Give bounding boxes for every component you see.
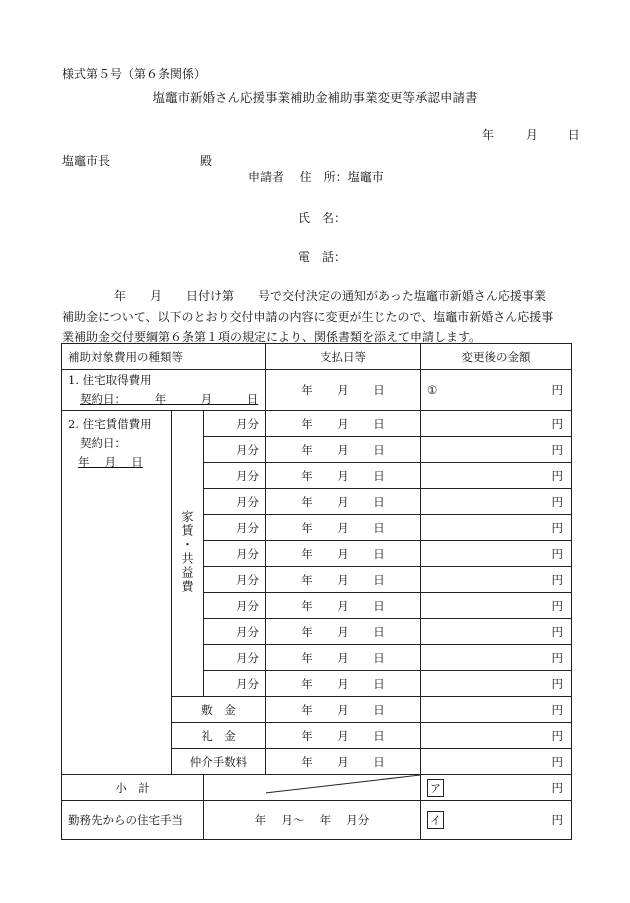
row2-contract-label: 契約日：: [80, 436, 126, 450]
date-day: 日: [567, 128, 580, 142]
yen-unit: 円: [551, 468, 564, 483]
month-label: 月: [337, 416, 349, 431]
day-label: 日: [373, 572, 385, 587]
day-label: 日: [373, 546, 385, 561]
payment-date: [266, 567, 421, 593]
day-label: 日: [373, 650, 385, 665]
yen-unit: 円: [551, 813, 564, 827]
day-label: 日: [373, 676, 385, 691]
month-label: 月: [337, 754, 349, 769]
month-unit: 月分: [204, 541, 266, 567]
row2-label: 2. 住宅賃借費用: [68, 417, 152, 431]
amount-cell: [421, 567, 572, 593]
month-label: 月: [337, 598, 349, 613]
payment-date: [266, 411, 421, 437]
month-label: 月: [337, 546, 349, 561]
table-row-subtotal: [62, 775, 572, 801]
row1-payment-date: [266, 370, 421, 411]
row2-contract-date: 年 月 日: [78, 455, 143, 469]
year-label: 年: [301, 572, 313, 587]
year-label: 年: [301, 624, 313, 639]
year-label: 年: [301, 650, 313, 665]
expense-table: [61, 343, 572, 840]
yen-unit: 円: [551, 780, 564, 795]
year-label: 年: [301, 598, 313, 613]
submission-date: [482, 126, 580, 143]
month-unit: 月分: [204, 593, 266, 619]
yen-unit: 円: [551, 383, 564, 397]
yen-unit: 円: [551, 520, 564, 535]
month-label: 月: [337, 520, 349, 535]
yen-unit: 円: [551, 728, 564, 743]
month-unit: 月分: [204, 645, 266, 671]
payment-date: [266, 749, 421, 775]
day-label: 日: [373, 494, 385, 509]
amount-cell: [421, 437, 572, 463]
amount-cell: [421, 411, 572, 437]
amount-cell: [421, 723, 572, 749]
month-unit: 月分: [204, 463, 266, 489]
amount-cell: [421, 671, 572, 697]
payment-date: [266, 437, 421, 463]
year-label: 年: [301, 416, 313, 431]
mark-i: イ: [427, 811, 444, 829]
applicant-phone: 電 話：: [298, 250, 347, 264]
yen-unit: 円: [551, 546, 564, 561]
payment-date: [266, 541, 421, 567]
subtotal-label: 小 計: [62, 775, 204, 801]
month-label: 月: [337, 702, 349, 717]
amount-cell: [421, 463, 572, 489]
key-money-label: 礼 金: [172, 723, 266, 749]
table-row-rent-month: [62, 411, 572, 437]
yen-unit: 円: [551, 572, 564, 587]
year-label: 年: [301, 702, 313, 717]
payment-date: [266, 489, 421, 515]
applicant-address: [248, 168, 384, 185]
yen-unit: 円: [551, 442, 564, 457]
subtotal-diagonal-date: [266, 775, 421, 801]
month-unit: 月分: [204, 567, 266, 593]
yen-unit: 円: [551, 650, 564, 665]
month-unit: 月分: [204, 515, 266, 541]
day-label: 日: [373, 442, 385, 457]
month-unit: 月分: [204, 489, 266, 515]
year-label: 年: [301, 468, 313, 483]
day-label: 日: [373, 416, 385, 431]
header-amount: 変更後の金額: [421, 344, 572, 370]
month-label: 月: [337, 650, 349, 665]
payment-date: [266, 697, 421, 723]
yen-unit: 円: [551, 624, 564, 639]
form-number: 様式第５号（第６条関係）: [62, 67, 207, 81]
honorific: 殿: [200, 154, 213, 168]
month-label: 月: [337, 442, 349, 457]
rental-label: [62, 411, 172, 775]
rent-vertical-label: [172, 411, 204, 697]
yen-unit: 円: [551, 494, 564, 509]
day-label: 日: [373, 624, 385, 639]
yen-unit: 円: [551, 416, 564, 431]
housing-acquisition-label: [62, 370, 266, 411]
amount-cell: [421, 593, 572, 619]
payment-date: [266, 619, 421, 645]
row1-label: 1. 住宅取得費用: [68, 373, 152, 387]
amount-cell: [421, 645, 572, 671]
month-label: 月: [337, 383, 349, 397]
table-row-housing-acquisition: [62, 370, 572, 411]
applicant-label: 申請者: [248, 170, 285, 184]
yen-unit: 円: [551, 676, 564, 691]
paragraph-line-1: 年 月 日付け第 号で交付決定の通知があった塩竈市新婚さん応援事業: [114, 289, 546, 303]
amount-cell: [421, 541, 572, 567]
payment-date: [266, 645, 421, 671]
addressee: 塩竈市長: [62, 154, 111, 168]
amount-cell: [421, 697, 572, 723]
month-label: 月: [337, 572, 349, 587]
payment-date: [266, 723, 421, 749]
payment-date: [266, 515, 421, 541]
year-label: 年: [301, 442, 313, 457]
table-row-employer-allowance: [62, 801, 572, 840]
applicant-name: 氏 名：: [298, 211, 347, 225]
allowance-period: 年 月～ 年 月分: [204, 801, 421, 840]
day-label: 日: [373, 468, 385, 483]
date-month: 月: [525, 128, 538, 142]
address-value: 塩竈市: [347, 170, 384, 184]
payment-date: [266, 671, 421, 697]
year-label: 年: [301, 494, 313, 509]
circle-one-mark: ①: [427, 383, 438, 397]
employer-allowance-label: 勤務先からの住宅手当: [62, 801, 204, 840]
row1-amount: [421, 370, 572, 411]
subtotal-amount: [421, 775, 572, 801]
day-label: 日: [373, 598, 385, 613]
month-label: 月: [337, 728, 349, 743]
payment-date: [266, 593, 421, 619]
table-header-row: [62, 344, 572, 370]
day-label: 日: [373, 754, 385, 769]
diagonal-line: [266, 775, 421, 800]
address-label: 住 所：: [299, 170, 348, 184]
day-label: 日: [373, 728, 385, 743]
year-label: 年: [301, 728, 313, 743]
month-unit: 月分: [204, 619, 266, 645]
deposit-label: 敷 金: [172, 697, 266, 723]
year-label: 年: [301, 383, 313, 397]
request-paragraph: [62, 286, 572, 348]
rent-vertical-text: 家賃・共益費: [180, 510, 194, 594]
month-label: 月: [337, 676, 349, 691]
amount-cell: [421, 619, 572, 645]
month-unit: 月分: [204, 411, 266, 437]
yen-unit: 円: [551, 702, 564, 717]
month-unit: 月分: [204, 437, 266, 463]
allowance-amount: [421, 801, 572, 840]
header-type: 補助対象費用の種類等: [62, 344, 266, 370]
month-label: 月: [337, 624, 349, 639]
header-date: 支払日等: [266, 344, 421, 370]
yen-unit: 円: [551, 754, 564, 769]
day-label: 日: [373, 520, 385, 535]
month-label: 月: [337, 468, 349, 483]
month-unit: 月分: [204, 671, 266, 697]
year-label: 年: [301, 546, 313, 561]
paragraph-line-3: 業補助金交付要綱第６条第１項の規定により、関係書類を添えて申請します。: [62, 330, 482, 344]
year-label: 年: [301, 754, 313, 769]
month-label: 月: [337, 494, 349, 509]
mark-a: ア: [427, 779, 444, 797]
year-label: 年: [301, 676, 313, 691]
day-label: 日: [373, 702, 385, 717]
day-label: 日: [373, 383, 385, 397]
document-title: 塩竈市新婚さん応援事業補助金補助事業変更等承認申請書: [152, 90, 478, 105]
payment-date: [266, 463, 421, 489]
amount-cell: [421, 749, 572, 775]
paragraph-line-2: 補助金について、以下のとおり交付申請の内容に変更が生じたので、塩竈市新婚さん応援事: [62, 309, 554, 324]
amount-cell: [421, 489, 572, 515]
amount-cell: [421, 515, 572, 541]
row1-contract-date: 契約日： 年 月 日: [80, 392, 259, 406]
agency-fee-label: 仲介手数料: [172, 749, 266, 775]
subtotal-diagonal: [204, 775, 266, 801]
yen-unit: 円: [551, 598, 564, 613]
year-label: 年: [301, 520, 313, 535]
date-year: 年: [482, 128, 495, 142]
